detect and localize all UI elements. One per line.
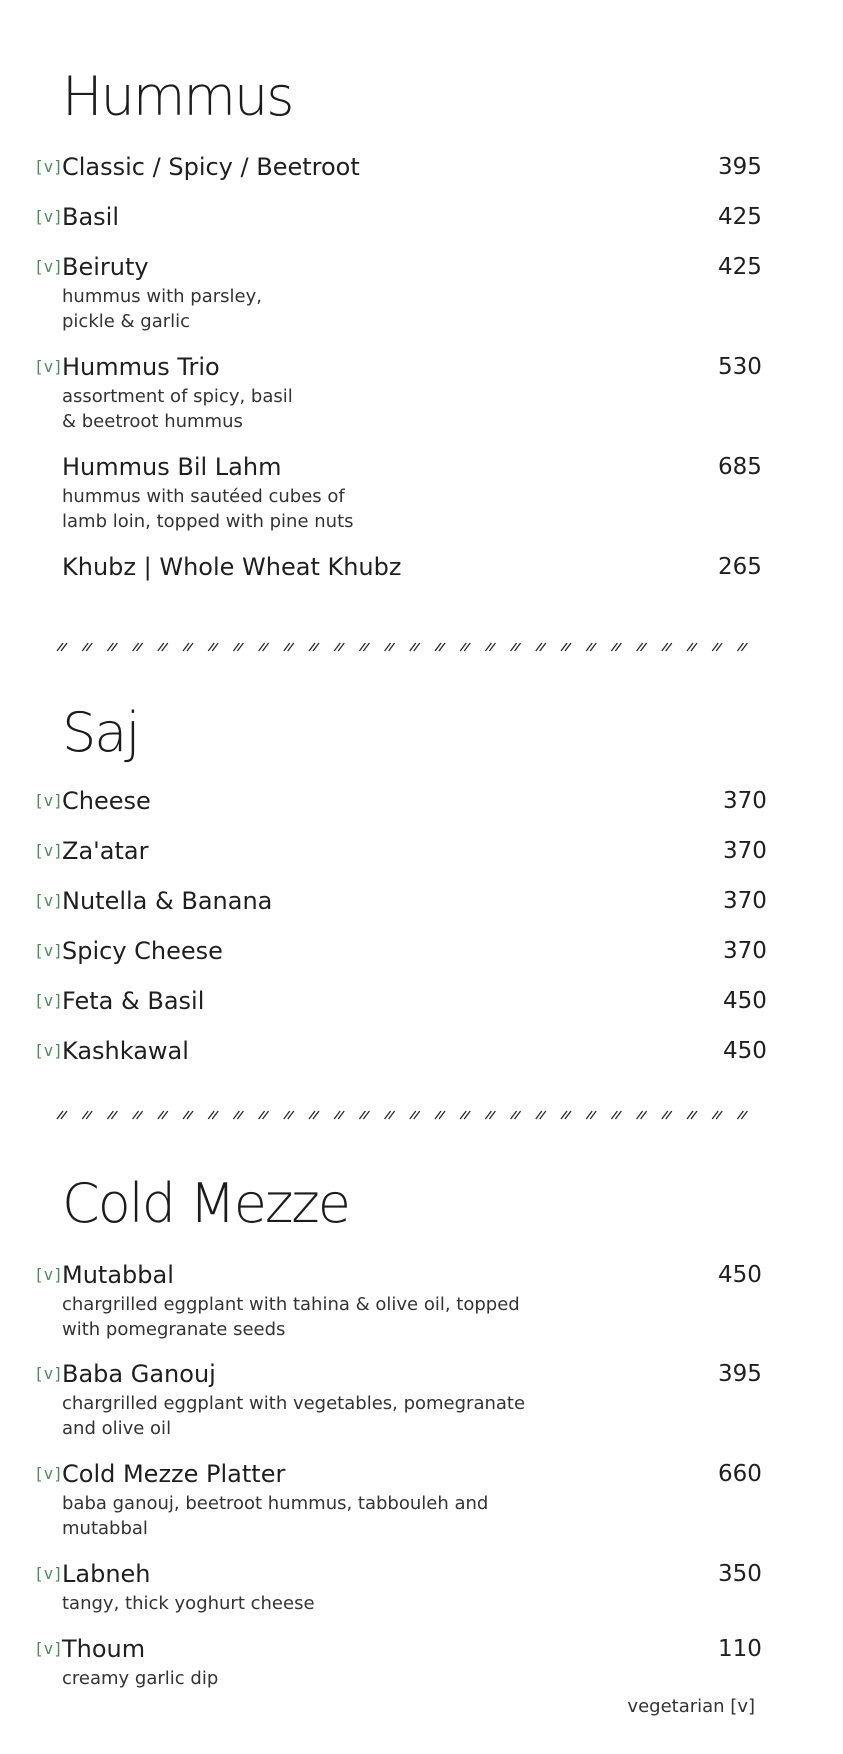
item-description: chargrilled eggplant with vegetables, pomegranate and olive oil xyxy=(62,1393,526,1439)
item-price: 425 xyxy=(718,254,762,280)
item-name: Kashkawal xyxy=(62,1037,189,1065)
vegetarian-marker: [v] xyxy=(34,1564,63,1583)
vegetarian-marker: [v] xyxy=(34,157,63,176)
vegetarian-marker: [v] xyxy=(34,941,63,960)
vegetarian-marker: [v] xyxy=(34,1265,63,1284)
section-divider xyxy=(55,1109,755,1121)
vegetarian-marker: [v] xyxy=(34,991,63,1010)
item-price: 530 xyxy=(718,354,762,380)
item-price: 450 xyxy=(723,1038,767,1064)
item-price: 450 xyxy=(718,1262,762,1288)
vegetarian-marker: [v] xyxy=(34,891,63,910)
item-name: Baba Ganouj xyxy=(62,1360,216,1388)
item-price: 370 xyxy=(723,788,767,814)
item-name: Nutella & Banana xyxy=(62,887,273,915)
item-name: Labneh xyxy=(62,1560,151,1588)
item-price: 450 xyxy=(723,988,767,1014)
item-price: 370 xyxy=(723,838,767,864)
item-description: baba ganouj, beetroot hummus, tabbouleh and mutabbal xyxy=(62,1493,489,1539)
item-description: creamy garlic dip xyxy=(62,1668,219,1689)
item-price: 110 xyxy=(718,1636,762,1662)
vegetarian-marker: [v] xyxy=(34,841,63,860)
item-price: 685 xyxy=(718,454,762,480)
item-name: Hummus Bil Lahm xyxy=(62,453,282,481)
item-name: Classic / Spicy / Beetroot xyxy=(62,153,360,181)
section-divider xyxy=(55,641,755,653)
item-name: Hummus Trio xyxy=(62,353,220,381)
item-price: 370 xyxy=(723,938,767,964)
item-description: tangy, thick yoghurt cheese xyxy=(62,1593,315,1614)
item-name: Beiruty xyxy=(62,253,149,281)
vegetarian-legend: vegetarian [v] xyxy=(627,1696,755,1717)
item-name: Basil xyxy=(62,203,120,231)
item-name: Mutabbal xyxy=(62,1261,174,1289)
vegetarian-marker: [v] xyxy=(34,257,63,276)
item-name: Feta & Basil xyxy=(62,987,205,1015)
vegetarian-marker: [v] xyxy=(34,791,63,810)
item-price: 395 xyxy=(718,154,762,180)
item-price: 660 xyxy=(718,1461,762,1487)
item-name: Cold Mezze Platter xyxy=(62,1460,286,1488)
item-description: assortment of spicy, basil & beetroot hummus xyxy=(62,386,293,432)
vegetarian-marker: [v] xyxy=(34,1639,63,1658)
item-price: 425 xyxy=(718,204,762,230)
vegetarian-marker: [v] xyxy=(34,1041,63,1060)
vegetarian-marker: [v] xyxy=(34,207,63,226)
section-title: Saj xyxy=(62,701,139,764)
section-title: Cold Mezze xyxy=(62,1172,349,1235)
vegetarian-marker: [v] xyxy=(34,1464,63,1483)
item-price: 395 xyxy=(718,1361,762,1387)
vegetarian-marker: [v] xyxy=(34,1364,63,1383)
item-price: 350 xyxy=(718,1561,762,1587)
item-description: hummus with sautéed cubes of lamb loin, topped with pine nuts xyxy=(62,486,354,532)
item-price: 370 xyxy=(723,888,767,914)
section-title: Hummus xyxy=(62,65,293,128)
vegetarian-marker: [v] xyxy=(34,357,63,376)
item-name: Spicy Cheese xyxy=(62,937,223,965)
item-description: hummus with parsley, pickle & garlic xyxy=(62,286,262,332)
item-name: Khubz | Whole Wheat Khubz xyxy=(62,553,402,581)
item-name: Cheese xyxy=(62,787,151,815)
item-name: Thoum xyxy=(62,1635,146,1663)
item-name: Za'atar xyxy=(62,837,149,865)
item-price: 265 xyxy=(718,554,762,580)
item-description: chargrilled eggplant with tahina & olive oil, topped with pomegranate seeds xyxy=(62,1294,520,1340)
